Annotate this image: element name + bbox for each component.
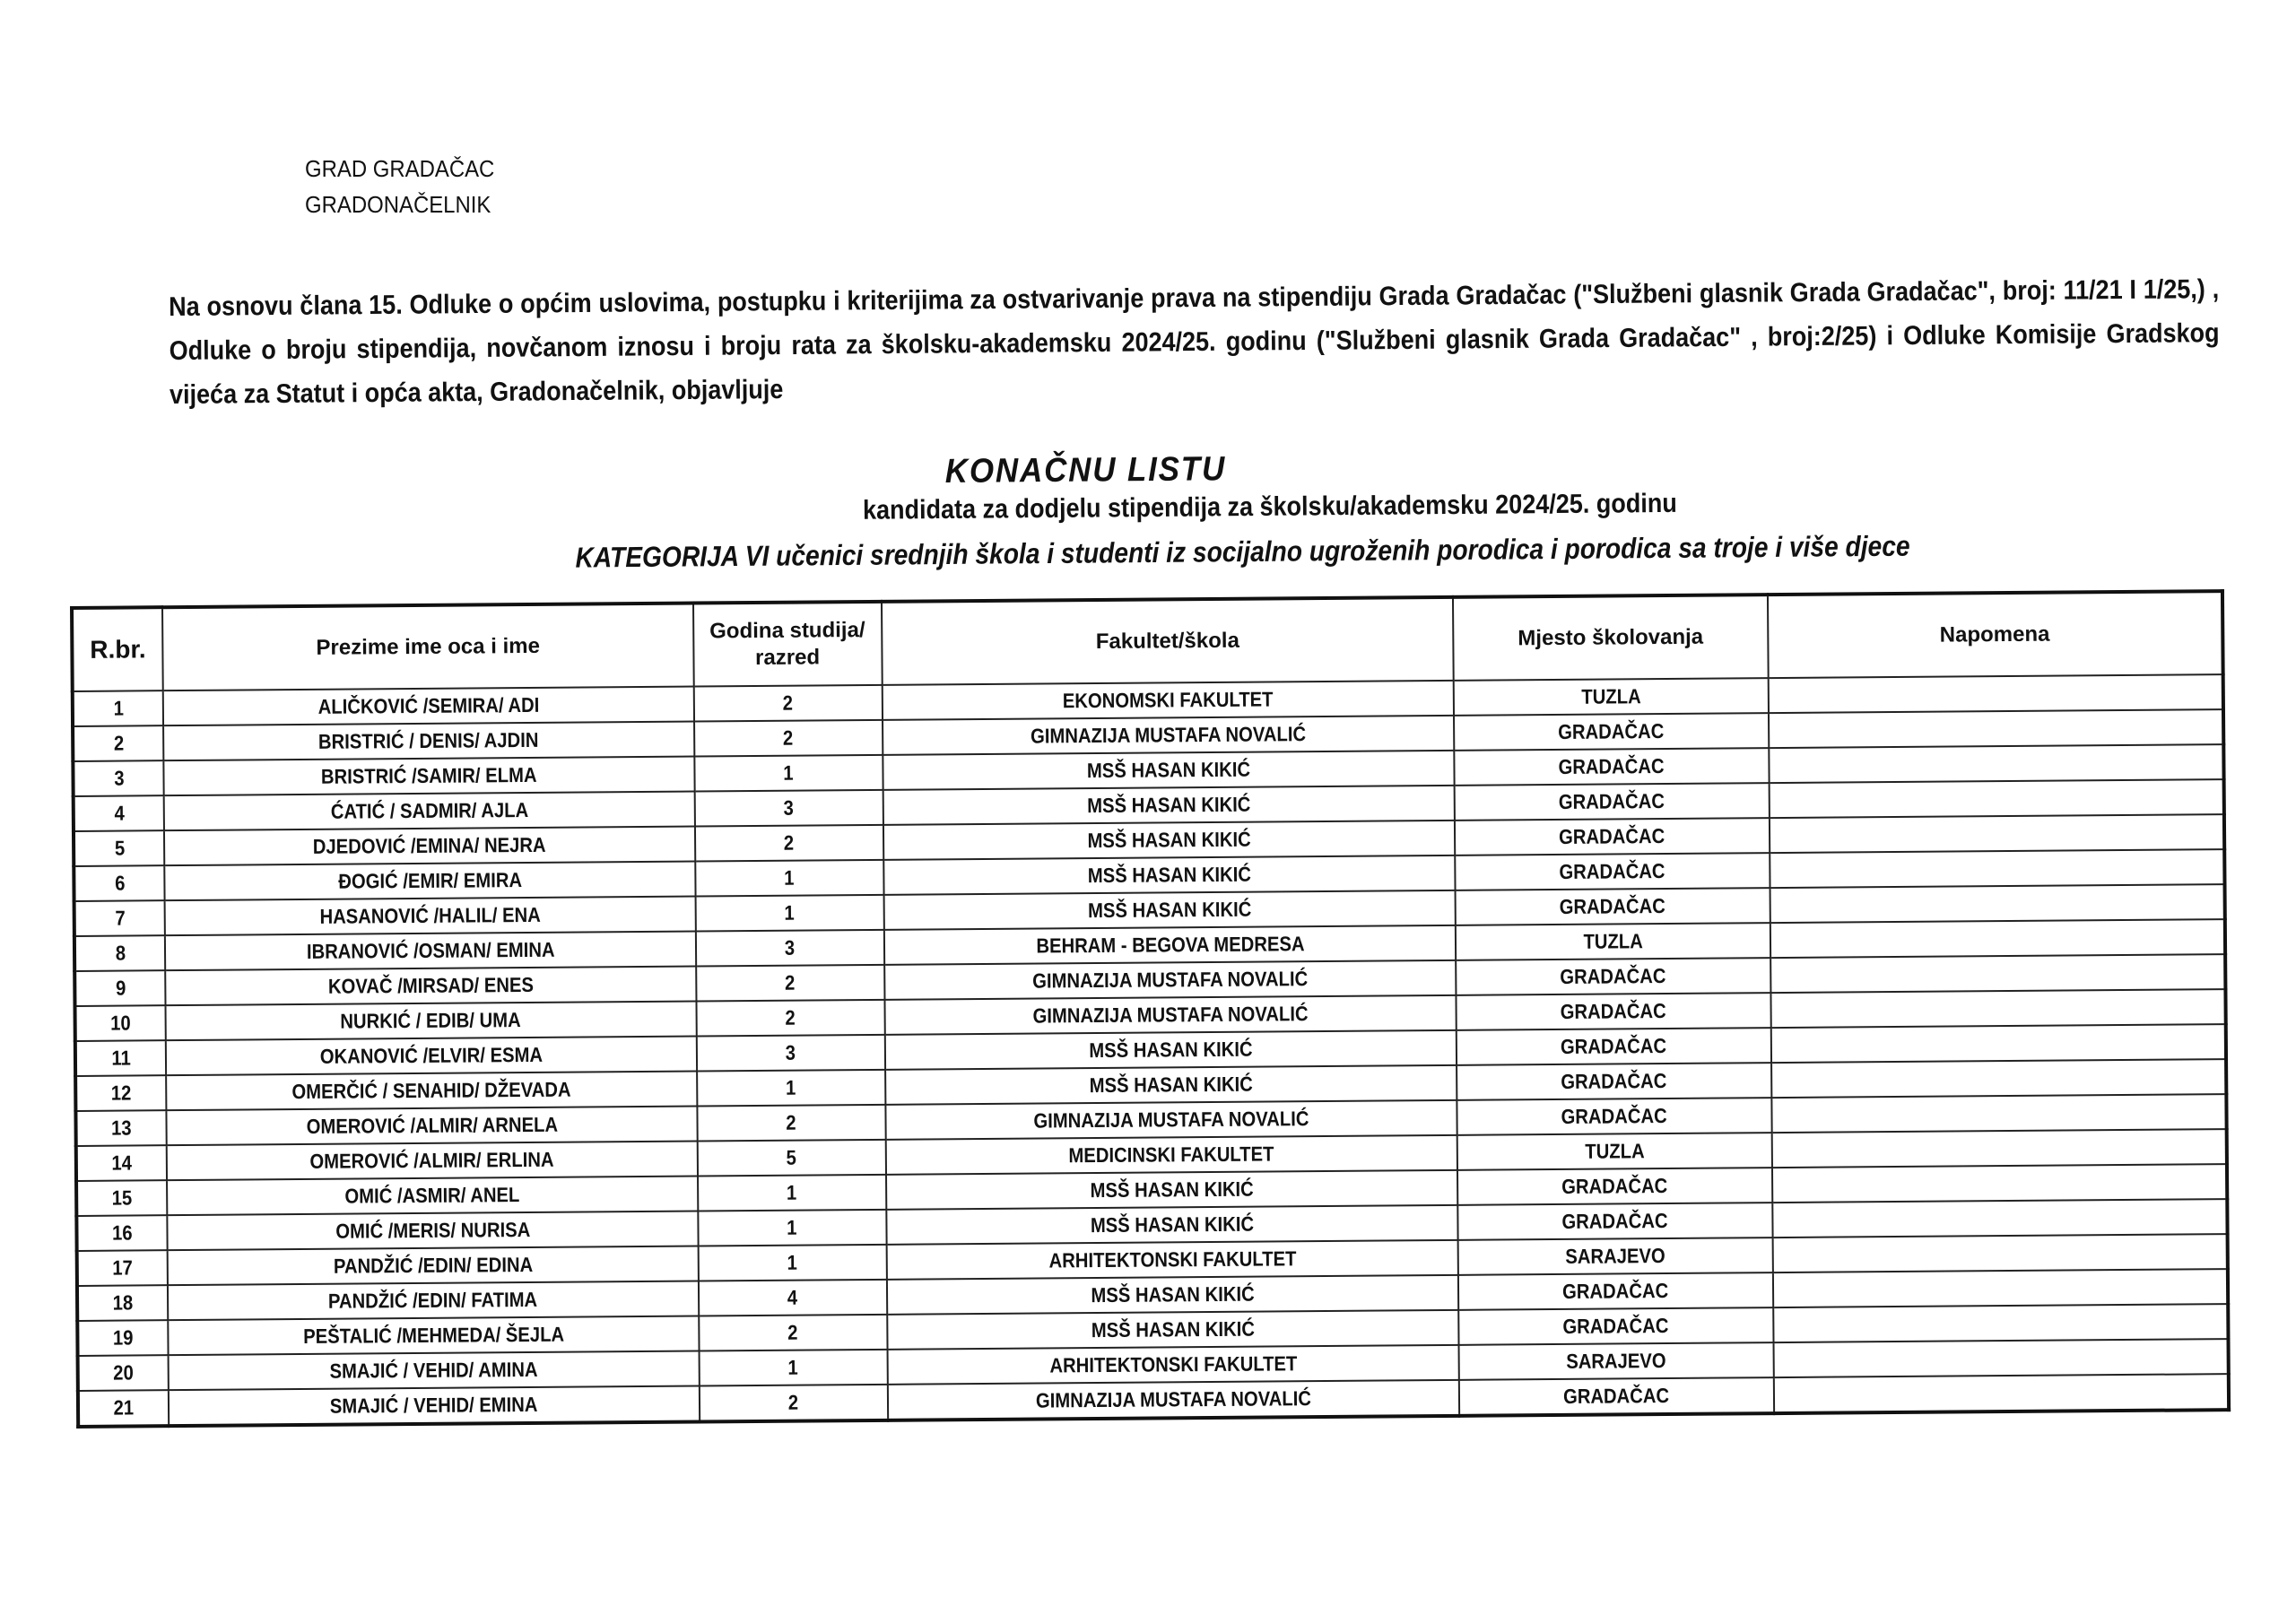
cell-number bbox=[74, 830, 164, 866]
cell-year bbox=[693, 685, 882, 722]
cell-name bbox=[168, 1281, 699, 1321]
cell-location-text: GRADAČAC bbox=[1558, 754, 1665, 778]
cell-location-text: GRADAČAC bbox=[1559, 894, 1666, 918]
cell-year-text: 1 bbox=[784, 900, 796, 925]
cell-number bbox=[74, 795, 164, 831]
cell-location bbox=[1455, 783, 1770, 821]
cell-name bbox=[169, 1386, 700, 1427]
cell-number-text: 1 bbox=[113, 696, 124, 720]
cell-note bbox=[1772, 1234, 2228, 1272]
cell-number bbox=[73, 690, 163, 726]
cell-location-text: SARAJEVO bbox=[1566, 1349, 1666, 1373]
cell-school bbox=[883, 751, 1455, 790]
cell-location bbox=[1455, 853, 1770, 890]
cell-location bbox=[1457, 1063, 1771, 1100]
cell-number bbox=[76, 1145, 167, 1181]
column-header-school: Fakultet/škola bbox=[882, 597, 1454, 685]
cell-name-text: IBRANOVIĆ /OSMAN/ EMINA bbox=[306, 937, 555, 963]
cell-year-text: 3 bbox=[784, 935, 796, 960]
cell-location bbox=[1455, 748, 1770, 786]
cell-location bbox=[1458, 1307, 1773, 1345]
cell-name bbox=[163, 687, 694, 726]
cell-school-text: BEHRAM - BEGOVA MEDRESA bbox=[1035, 932, 1305, 958]
cell-location bbox=[1457, 1133, 1772, 1170]
cell-location bbox=[1457, 1028, 1771, 1065]
cell-note bbox=[1770, 989, 2226, 1028]
cell-name bbox=[166, 1002, 697, 1041]
cell-year bbox=[695, 895, 883, 932]
cell-school bbox=[886, 1205, 1458, 1245]
cell-number bbox=[77, 1285, 168, 1321]
cell-location-text: SARAJEVO bbox=[1565, 1244, 1665, 1268]
cell-number bbox=[75, 1075, 166, 1111]
cell-school bbox=[883, 821, 1456, 860]
cell-location-text: GRADAČAC bbox=[1560, 999, 1667, 1023]
cell-number bbox=[75, 1005, 166, 1041]
cell-school-text: MEDICINSKI FAKULTET bbox=[1068, 1142, 1274, 1168]
cell-year-text: 2 bbox=[785, 970, 796, 994]
cell-number-text: 20 bbox=[113, 1360, 135, 1385]
cell-school-text: MSŠ HASAN KIKIĆ bbox=[1089, 1072, 1253, 1098]
cell-number-text: 5 bbox=[114, 836, 125, 860]
cell-location-text: GRADAČAC bbox=[1563, 1384, 1670, 1408]
cell-note bbox=[1770, 849, 2225, 888]
cell-note bbox=[1772, 1164, 2228, 1203]
cell-name-text: BRISTRIĆ /SAMIR/ ELMA bbox=[320, 762, 537, 788]
cell-note bbox=[1768, 674, 2223, 713]
cell-school-text: ARHITEKTONSKI FAKULTET bbox=[1048, 1246, 1297, 1272]
cell-year-text: 2 bbox=[784, 830, 795, 855]
cell-school-text: MSŠ HASAN KIKIĆ bbox=[1087, 827, 1251, 853]
cell-school bbox=[882, 681, 1454, 720]
cell-name bbox=[167, 1211, 698, 1251]
cell-number-text: 9 bbox=[115, 976, 126, 1000]
cell-name-text: ALIČKOVIĆ /SEMIRA/ ADI bbox=[317, 692, 540, 718]
cell-location bbox=[1455, 818, 1770, 855]
cell-location-text: GRADAČAC bbox=[1561, 1104, 1668, 1128]
cell-school-text: MSŠ HASAN KIKIĆ bbox=[1086, 757, 1251, 783]
cell-year-text: 2 bbox=[787, 1320, 798, 1344]
cell-year bbox=[695, 825, 883, 862]
cell-number-text: 8 bbox=[115, 941, 126, 965]
cell-number bbox=[76, 1180, 167, 1216]
cell-name bbox=[165, 897, 696, 936]
cell-school bbox=[883, 855, 1456, 895]
cell-school-text: MSŠ HASAN KIKIĆ bbox=[1087, 792, 1251, 818]
cell-school bbox=[883, 786, 1455, 825]
column-header-year: Godina studija/ razred bbox=[693, 602, 883, 687]
cell-school bbox=[886, 1240, 1458, 1280]
column-header-name: Prezime ime oca i ime bbox=[162, 604, 693, 691]
cell-school-text: MSŠ HASAN KIKIĆ bbox=[1091, 1281, 1255, 1307]
cell-number bbox=[77, 1250, 168, 1286]
cell-note bbox=[1770, 884, 2225, 923]
cell-school-text: MSŠ HASAN KIKIĆ bbox=[1091, 1316, 1256, 1342]
cell-year-text: 5 bbox=[786, 1145, 797, 1169]
cell-year-text: 3 bbox=[783, 795, 795, 820]
cell-number bbox=[74, 970, 165, 1006]
cell-school bbox=[885, 1065, 1457, 1105]
cell-location bbox=[1457, 1168, 1772, 1205]
cell-location bbox=[1458, 1238, 1773, 1275]
cell-year-text: 2 bbox=[787, 1390, 799, 1414]
cell-school bbox=[887, 1310, 1459, 1350]
cell-year-text: 1 bbox=[783, 760, 794, 785]
cell-year bbox=[694, 720, 883, 757]
cell-year-text: 3 bbox=[785, 1040, 796, 1064]
cell-name bbox=[168, 1246, 699, 1286]
issuer-office: GRADONAČELNIK bbox=[305, 191, 491, 218]
cell-number-text: 2 bbox=[113, 731, 124, 755]
cell-location-text: GRADAČAC bbox=[1561, 1069, 1667, 1093]
cell-year bbox=[694, 755, 883, 792]
cell-school-text: GIMNAZIJA MUSTAFA NOVALIĆ bbox=[1032, 1002, 1309, 1028]
column-header-note: Napomena bbox=[1768, 591, 2223, 678]
cell-year bbox=[697, 1070, 885, 1107]
cell-number-text: 11 bbox=[111, 1046, 131, 1070]
cell-number-text: 14 bbox=[111, 1151, 133, 1175]
cell-name bbox=[166, 1037, 697, 1076]
cell-name bbox=[166, 1107, 697, 1146]
cell-name bbox=[169, 1351, 700, 1391]
cell-location-text: TUZLA bbox=[1580, 684, 1641, 708]
column-header-location: Mjesto školovanja bbox=[1453, 595, 1768, 681]
cell-name-text: PEŠTALIĆ /MEHMEDA/ ŠEJLA bbox=[302, 1322, 564, 1348]
cell-name-text: HASANOVIĆ /HALIL/ ENA bbox=[319, 902, 541, 928]
cell-name bbox=[164, 827, 695, 866]
cell-note bbox=[1773, 1304, 2229, 1342]
cell-year bbox=[698, 1280, 886, 1316]
cell-name-text: OMIĆ /ASMIR/ ANEL bbox=[344, 1183, 520, 1208]
cell-number bbox=[78, 1390, 169, 1427]
cell-school bbox=[885, 1135, 1457, 1175]
cell-year bbox=[694, 790, 883, 827]
cell-year-text: 1 bbox=[786, 1075, 796, 1099]
cell-location bbox=[1459, 1377, 1774, 1416]
cell-year bbox=[699, 1385, 887, 1422]
cell-name-text: OMEROVIĆ /ALMIR/ ARNELA bbox=[306, 1112, 558, 1138]
cell-name bbox=[167, 1142, 698, 1181]
cell-number-text: 13 bbox=[111, 1116, 132, 1140]
cell-year bbox=[696, 965, 884, 1002]
cell-year-text: 1 bbox=[787, 1180, 797, 1204]
cell-note bbox=[1769, 814, 2224, 853]
cell-name-text: OMIĆ /MERIS/ NURISA bbox=[335, 1217, 530, 1243]
cell-number bbox=[73, 760, 163, 796]
cell-year bbox=[696, 1000, 884, 1037]
cell-name-text: PANDŽIĆ /EDIN/ FATIMA bbox=[328, 1287, 538, 1313]
cell-number bbox=[75, 1110, 166, 1146]
cell-location bbox=[1457, 993, 1771, 1030]
cell-number bbox=[76, 1215, 167, 1251]
candidates-table bbox=[70, 589, 2231, 1429]
cell-school-text: GIMNAZIJA MUSTAFA NOVALIĆ bbox=[1033, 1107, 1309, 1133]
cell-note bbox=[1769, 709, 2224, 748]
cell-note bbox=[1772, 1269, 2228, 1307]
cell-name-text: OMERČIĆ / SENAHID/ DŽEVADA bbox=[291, 1077, 571, 1104]
cell-location-text: GRADAČAC bbox=[1559, 789, 1665, 813]
cell-year-text: 1 bbox=[784, 865, 795, 890]
cell-location bbox=[1454, 678, 1769, 716]
cell-name-text: SMAJIĆ / VEHID/ EMINA bbox=[329, 1392, 538, 1418]
cell-note bbox=[1770, 919, 2225, 958]
cell-note bbox=[1771, 1129, 2227, 1168]
cell-school-text: MSŠ HASAN KIKIĆ bbox=[1090, 1177, 1254, 1203]
cell-name-text: PANDŽIĆ /EDIN/ EDINA bbox=[333, 1252, 533, 1278]
cell-school bbox=[883, 716, 1455, 755]
cell-year-text: 2 bbox=[785, 1005, 796, 1029]
cell-year-text: 2 bbox=[786, 1110, 796, 1134]
cell-year bbox=[698, 1210, 886, 1246]
cell-note bbox=[1770, 1024, 2226, 1063]
cell-location bbox=[1456, 958, 1770, 995]
issuer-city: GRAD GRADAČAC bbox=[305, 155, 495, 182]
cell-location-text: GRADAČAC bbox=[1558, 719, 1665, 743]
cell-name-text: DJEDOVIĆ /EMINA/ NEJRA bbox=[312, 832, 546, 858]
cell-number-text: 17 bbox=[112, 1255, 134, 1280]
cell-school-text: ARHITEKTONSKI FAKULTET bbox=[1049, 1351, 1298, 1377]
cell-note bbox=[1773, 1374, 2229, 1413]
cell-note bbox=[1770, 954, 2226, 993]
cell-location-text: GRADAČAC bbox=[1561, 1209, 1668, 1233]
candidates-table-wrapper bbox=[70, 589, 2231, 1429]
cell-name-text: SMAJIĆ / VEHID/ AMINA bbox=[329, 1357, 538, 1383]
cell-number-text: 12 bbox=[110, 1081, 132, 1105]
cell-name bbox=[165, 967, 696, 1006]
cell-school bbox=[883, 890, 1456, 930]
cell-number bbox=[74, 900, 165, 936]
cell-number-text: 3 bbox=[113, 766, 125, 790]
cell-name bbox=[167, 1177, 698, 1216]
cell-year-text: 1 bbox=[787, 1215, 797, 1239]
title-block bbox=[0, 441, 2296, 579]
table-body bbox=[73, 674, 2229, 1427]
cell-year bbox=[697, 1105, 885, 1142]
cell-school-text: MSŠ HASAN KIKIĆ bbox=[1088, 897, 1252, 923]
cell-name-text: NURKIĆ / EDIB/ UMA bbox=[340, 1008, 522, 1033]
cell-name-text: OMEROVIĆ /ALMIR/ ERLINA bbox=[309, 1147, 554, 1173]
cell-name bbox=[163, 757, 694, 796]
cell-year bbox=[695, 930, 883, 967]
cell-name-text: BRISTRIĆ / DENIS/ AJDIN bbox=[318, 727, 539, 753]
cell-location bbox=[1458, 1203, 1773, 1240]
cell-location bbox=[1456, 923, 1770, 960]
cell-year bbox=[699, 1350, 887, 1386]
cell-location-text: TUZLA bbox=[1584, 1139, 1645, 1163]
cell-name bbox=[163, 722, 694, 761]
cell-name bbox=[168, 1316, 699, 1356]
cell-note bbox=[1769, 744, 2224, 783]
cell-number-text: 18 bbox=[112, 1290, 134, 1315]
cell-year-text: 1 bbox=[787, 1250, 798, 1274]
cell-note bbox=[1773, 1339, 2229, 1377]
cell-name-text: ĆATIĆ / SADMIR/ AJLA bbox=[330, 797, 528, 823]
cell-location bbox=[1456, 888, 1770, 925]
cell-number bbox=[77, 1320, 168, 1356]
cell-year-text: 4 bbox=[787, 1285, 798, 1309]
cell-year bbox=[698, 1175, 886, 1211]
cell-number bbox=[74, 935, 165, 971]
cell-location-text: GRADAČAC bbox=[1561, 1034, 1667, 1058]
cell-school bbox=[884, 995, 1457, 1035]
cell-number-text: 15 bbox=[111, 1185, 133, 1210]
cell-school-text: GIMNAZIJA MUSTAFA NOVALIĆ bbox=[1035, 1386, 1312, 1412]
cell-school bbox=[884, 925, 1457, 965]
document-subtitle: kandidata za dodjelu stipendija za školsku/akademsku 2024/25. godinu bbox=[862, 488, 1677, 525]
cell-note bbox=[1771, 1059, 2227, 1098]
cell-school-text: MSŠ HASAN KIKIĆ bbox=[1090, 1211, 1255, 1238]
cell-name-text: ĐOGIĆ /EMIR/ EMIRA bbox=[337, 868, 522, 893]
cell-location-text: GRADAČAC bbox=[1561, 1174, 1668, 1198]
cell-name bbox=[165, 932, 696, 971]
cell-number-text: 19 bbox=[113, 1325, 134, 1350]
cell-year bbox=[697, 1140, 885, 1177]
cell-location-text: GRADAČAC bbox=[1560, 964, 1666, 988]
cell-year-text: 2 bbox=[782, 690, 794, 715]
cell-year-text: 2 bbox=[783, 725, 794, 750]
cell-school-text: EKONOMSKI FAKULTET bbox=[1062, 687, 1274, 713]
cell-year bbox=[698, 1245, 886, 1281]
document-title: KONAČNU LISTU bbox=[944, 450, 1227, 491]
cell-location-text: GRADAČAC bbox=[1559, 824, 1665, 848]
cell-name bbox=[164, 862, 695, 901]
cell-location bbox=[1457, 1098, 1772, 1135]
cell-location-text: TUZLA bbox=[1583, 929, 1643, 953]
cell-note bbox=[1769, 779, 2224, 818]
category-heading: KATEGORIJA VI učenici srednjih škola i studenti iz socijalno ugroženih porodica i porodica sa troje i više djece bbox=[575, 529, 1911, 574]
cell-school-text: GIMNAZIJA MUSTAFA NOVALIĆ bbox=[1031, 722, 1307, 748]
cell-location-text: GRADAČAC bbox=[1559, 859, 1665, 883]
cell-year-text: 1 bbox=[787, 1355, 799, 1379]
cell-location-text: GRADAČAC bbox=[1562, 1314, 1669, 1338]
cell-name bbox=[164, 792, 695, 831]
cell-school bbox=[885, 1030, 1457, 1070]
cell-number-text: 7 bbox=[115, 906, 126, 930]
cell-year bbox=[696, 1035, 884, 1072]
cell-location bbox=[1458, 1272, 1773, 1310]
column-header-number: R.br. bbox=[72, 607, 163, 691]
cell-location-text: GRADAČAC bbox=[1562, 1279, 1669, 1303]
cell-number bbox=[73, 725, 163, 761]
cell-school bbox=[887, 1275, 1459, 1315]
cell-number bbox=[78, 1355, 169, 1391]
cell-school-text: MSŠ HASAN KIKIĆ bbox=[1089, 1037, 1253, 1063]
cell-school bbox=[884, 960, 1457, 1000]
cell-number-text: 10 bbox=[110, 1011, 132, 1035]
cell-name bbox=[166, 1072, 697, 1111]
cell-number-text: 4 bbox=[114, 801, 125, 825]
cell-name-text: OKANOVIĆ /ELVIR/ ESMA bbox=[319, 1042, 543, 1068]
cell-number bbox=[74, 865, 164, 901]
cell-name-text: KOVAČ /MIRSAD/ ENES bbox=[327, 972, 534, 998]
cell-school bbox=[887, 1345, 1459, 1385]
cell-school bbox=[886, 1170, 1458, 1210]
issuer-header bbox=[305, 151, 494, 222]
cell-school-text: GIMNAZIJA MUSTAFA NOVALIĆ bbox=[1032, 967, 1309, 993]
cell-note bbox=[1772, 1199, 2228, 1238]
cell-number-text: 16 bbox=[112, 1220, 133, 1245]
cell-location bbox=[1459, 1342, 1774, 1380]
cell-number-text: 6 bbox=[114, 871, 126, 895]
cell-year bbox=[699, 1315, 887, 1351]
cell-school bbox=[885, 1100, 1457, 1140]
legal-preamble: Na osnovu člana 15. Odluke o općim uslovima, postupku i kriterijima za ostvarivanje prava na stipendiju Grada Gradačac ("Službeni glasnik Grada Gradačac", broj: 11/21 I 1/25,) , Odluke o broju stipendija, novčanom iznosu i broju rata za školsku-akademsku 2024/25. godinu ("Službeni glasnik Grada Gradačac" , broj:2/25) i Odluke Komisije Gradskog vijeća za Statut i opća akta, Gradonačelnik, objavljuje bbox=[169, 274, 2220, 410]
cell-school-text: MSŠ HASAN KIKIĆ bbox=[1087, 862, 1252, 888]
cell-school bbox=[888, 1380, 1460, 1420]
cell-number bbox=[75, 1040, 166, 1076]
cell-number-text: 21 bbox=[113, 1395, 135, 1420]
cell-location bbox=[1454, 713, 1769, 751]
cell-note bbox=[1771, 1094, 2227, 1133]
cell-year bbox=[695, 860, 883, 897]
